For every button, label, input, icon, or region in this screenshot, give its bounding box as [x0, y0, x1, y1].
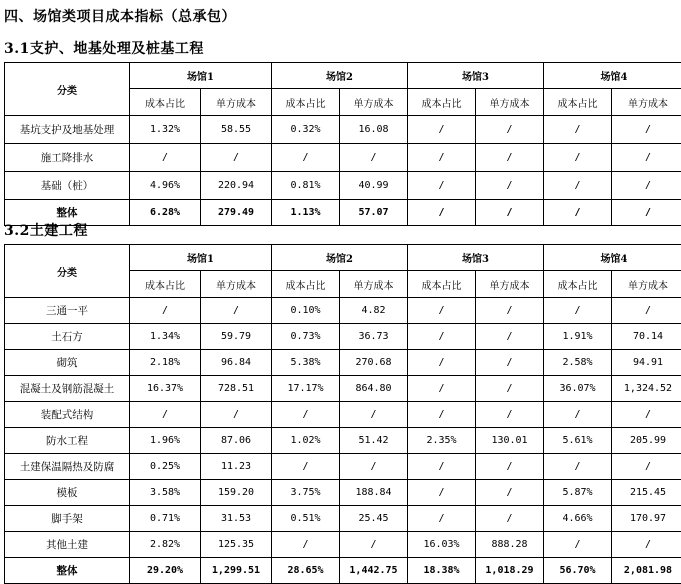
unit-cost-cell: 51.42	[340, 428, 408, 454]
unit-cost-header: 单方成本	[201, 89, 272, 116]
total-cost-ratio: 1.13%	[272, 200, 340, 226]
cost-ratio-cell: 3.58%	[130, 480, 201, 506]
unit-cost-cell: 888.28	[476, 532, 544, 558]
row-category: 防水工程	[5, 428, 130, 454]
unit-cost-cell: 70.14	[612, 324, 681, 350]
cost-ratio-cell: 0.51%	[272, 506, 340, 532]
unit-cost-cell: /	[476, 480, 544, 506]
table-row	[5, 144, 681, 172]
table-total-row	[5, 200, 681, 226]
unit-cost-header: 单方成本	[476, 89, 544, 116]
cost-ratio-cell: 4.66%	[544, 506, 612, 532]
unit-cost-cell: 87.06	[201, 428, 272, 454]
cost-ratio-cell: /	[408, 402, 476, 428]
page-heading: 四、场馆类项目成本指标（总承包）	[4, 6, 236, 26]
cost-ratio-cell: /	[408, 376, 476, 402]
venue-header: 场馆2	[272, 245, 408, 271]
cost-ratio-cell: /	[408, 144, 476, 172]
total-cost-ratio: 28.65%	[272, 558, 340, 584]
cost-ratio-cell: 3.75%	[272, 480, 340, 506]
unit-cost-cell: 270.68	[340, 350, 408, 376]
unit-cost-cell: /	[340, 402, 408, 428]
cost-ratio-header: 成本占比	[130, 89, 201, 116]
table-row	[5, 428, 681, 454]
table-row	[5, 298, 681, 324]
cost-ratio-header: 成本占比	[130, 271, 201, 298]
unit-cost-cell: /	[476, 144, 544, 172]
category-header: 分类	[5, 63, 130, 116]
cost-ratio-cell: 1.91%	[544, 324, 612, 350]
cost-ratio-cell: 17.17%	[272, 376, 340, 402]
row-category: 装配式结构	[5, 402, 130, 428]
unit-cost-cell: 4.82	[340, 298, 408, 324]
unit-cost-cell: /	[612, 454, 681, 480]
table-row	[5, 172, 681, 200]
cost-ratio-header: 成本占比	[408, 89, 476, 116]
unit-cost-header: 单方成本	[340, 271, 408, 298]
cost-ratio-cell: /	[408, 324, 476, 350]
cost-ratio-cell: /	[408, 350, 476, 376]
table-header-row	[5, 63, 681, 89]
cost-ratio-cell: /	[408, 506, 476, 532]
unit-cost-cell: 58.55	[201, 116, 272, 144]
cost-ratio-cell: /	[130, 298, 201, 324]
table-row	[5, 324, 681, 350]
unit-cost-cell: 31.53	[201, 506, 272, 532]
cost-ratio-cell: /	[130, 144, 201, 172]
unit-cost-cell: 1,324.52	[612, 376, 681, 402]
unit-cost-cell: 125.35	[201, 532, 272, 558]
unit-cost-cell: 94.91	[612, 350, 681, 376]
total-unit-cost: 57.07	[340, 200, 408, 226]
cost-ratio-cell: 1.34%	[130, 324, 201, 350]
unit-cost-cell: /	[612, 298, 681, 324]
cost-ratio-cell: 0.73%	[272, 324, 340, 350]
table-total-row	[5, 558, 681, 584]
total-unit-cost: /	[476, 200, 544, 226]
cost-ratio-cell: /	[272, 144, 340, 172]
cost-ratio-cell: /	[544, 116, 612, 144]
cost-ratio-cell: 5.38%	[272, 350, 340, 376]
unit-cost-cell: 215.45	[612, 480, 681, 506]
table-row	[5, 350, 681, 376]
unit-cost-cell: 130.01	[476, 428, 544, 454]
cost-ratio-cell: /	[544, 298, 612, 324]
table-row	[5, 116, 681, 144]
section-1-table	[4, 62, 681, 226]
table-row	[5, 532, 681, 558]
unit-cost-cell: 864.80	[340, 376, 408, 402]
cost-ratio-header: 成本占比	[544, 89, 612, 116]
total-cost-ratio: /	[544, 200, 612, 226]
cost-ratio-cell: /	[544, 144, 612, 172]
unit-cost-cell: /	[612, 172, 681, 200]
cost-ratio-header: 成本占比	[544, 271, 612, 298]
unit-cost-cell: /	[476, 172, 544, 200]
unit-cost-cell: 728.51	[201, 376, 272, 402]
unit-cost-cell: /	[612, 116, 681, 144]
cost-ratio-cell: /	[408, 298, 476, 324]
cost-ratio-cell: 5.87%	[544, 480, 612, 506]
unit-cost-cell: /	[476, 350, 544, 376]
unit-cost-header: 单方成本	[612, 271, 681, 298]
unit-cost-cell: 36.73	[340, 324, 408, 350]
unit-cost-cell: /	[476, 454, 544, 480]
row-category: 砌筑	[5, 350, 130, 376]
venue-header: 场馆1	[130, 245, 272, 271]
cost-ratio-cell: 4.96%	[130, 172, 201, 200]
unit-cost-cell: 159.20	[201, 480, 272, 506]
row-category: 基础（桩）	[5, 172, 130, 200]
unit-cost-cell: 220.94	[201, 172, 272, 200]
cost-ratio-cell: /	[544, 402, 612, 428]
total-unit-cost: /	[612, 200, 681, 226]
unit-cost-cell: /	[476, 376, 544, 402]
unit-cost-cell: /	[340, 144, 408, 172]
unit-cost-cell: 205.99	[612, 428, 681, 454]
unit-cost-cell: 16.08	[340, 116, 408, 144]
cost-ratio-cell: 16.03%	[408, 532, 476, 558]
unit-cost-cell: /	[612, 532, 681, 558]
unit-cost-cell: /	[340, 454, 408, 480]
category-header: 分类	[5, 245, 130, 298]
cost-ratio-cell: /	[408, 454, 476, 480]
cost-ratio-cell: 1.02%	[272, 428, 340, 454]
unit-cost-cell: 96.84	[201, 350, 272, 376]
cost-ratio-cell: /	[272, 532, 340, 558]
total-unit-cost: 1,299.51	[201, 558, 272, 584]
venue-header: 场馆2	[272, 63, 408, 89]
total-unit-cost: 279.49	[201, 200, 272, 226]
cost-ratio-cell: /	[272, 402, 340, 428]
venue-header: 场馆4	[544, 245, 681, 271]
cost-ratio-cell: 1.32%	[130, 116, 201, 144]
cost-ratio-cell: 2.58%	[544, 350, 612, 376]
cost-ratio-cell: 2.35%	[408, 428, 476, 454]
cost-ratio-cell: 0.25%	[130, 454, 201, 480]
cost-ratio-cell: 0.10%	[272, 298, 340, 324]
table-row	[5, 376, 681, 402]
table-row	[5, 480, 681, 506]
unit-cost-cell: /	[340, 532, 408, 558]
cost-ratio-cell: 1.96%	[130, 428, 201, 454]
row-category: 土建保温隔热及防腐	[5, 454, 130, 480]
unit-cost-header: 单方成本	[340, 89, 408, 116]
unit-cost-cell: /	[612, 144, 681, 172]
venue-header: 场馆3	[408, 245, 544, 271]
unit-cost-cell: /	[476, 324, 544, 350]
total-cost-ratio: 56.70%	[544, 558, 612, 584]
venue-header: 场馆3	[408, 63, 544, 89]
cost-ratio-cell: 2.82%	[130, 532, 201, 558]
cost-ratio-cell: /	[408, 172, 476, 200]
total-unit-cost: 1,018.29	[476, 558, 544, 584]
section-2-title: 3.2土建工程	[4, 220, 88, 240]
cost-ratio-cell: 0.32%	[272, 116, 340, 144]
cost-ratio-cell: 16.37%	[130, 376, 201, 402]
total-unit-cost: 2,081.98	[612, 558, 681, 584]
total-cost-ratio: 6.28%	[130, 200, 201, 226]
total-cost-ratio: /	[408, 200, 476, 226]
unit-cost-cell: 59.79	[201, 324, 272, 350]
total-label: 整体	[5, 200, 130, 226]
row-category: 三通一平	[5, 298, 130, 324]
total-unit-cost: 1,442.75	[340, 558, 408, 584]
venue-header: 场馆4	[544, 63, 681, 89]
section-1-title: 3.1支护、地基处理及桩基工程	[4, 38, 204, 58]
unit-cost-cell: /	[201, 144, 272, 172]
cost-ratio-cell: /	[544, 172, 612, 200]
unit-cost-cell: /	[201, 402, 272, 428]
cost-ratio-cell: 0.81%	[272, 172, 340, 200]
venue-header: 场馆1	[130, 63, 272, 89]
table-header-row	[5, 245, 681, 271]
row-category: 施工降排水	[5, 144, 130, 172]
row-category: 脚手架	[5, 506, 130, 532]
unit-cost-cell: 188.84	[340, 480, 408, 506]
unit-cost-cell: 40.99	[340, 172, 408, 200]
table-row	[5, 402, 681, 428]
cost-ratio-cell: /	[130, 402, 201, 428]
table-row	[5, 506, 681, 532]
cost-ratio-header: 成本占比	[272, 271, 340, 298]
unit-cost-header: 单方成本	[201, 271, 272, 298]
total-cost-ratio: 29.20%	[130, 558, 201, 584]
unit-cost-cell: 11.23	[201, 454, 272, 480]
section-2-table	[4, 244, 681, 584]
cost-ratio-cell: /	[408, 116, 476, 144]
unit-cost-cell: /	[612, 402, 681, 428]
cost-ratio-header: 成本占比	[272, 89, 340, 116]
cost-ratio-cell: 5.61%	[544, 428, 612, 454]
total-cost-ratio: 18.38%	[408, 558, 476, 584]
total-label: 整体	[5, 558, 130, 584]
unit-cost-cell: /	[476, 298, 544, 324]
cost-ratio-cell: /	[544, 454, 612, 480]
row-category: 土石方	[5, 324, 130, 350]
unit-cost-header: 单方成本	[476, 271, 544, 298]
table-row	[5, 454, 681, 480]
unit-cost-header: 单方成本	[612, 89, 681, 116]
unit-cost-cell: 25.45	[340, 506, 408, 532]
row-category: 模板	[5, 480, 130, 506]
unit-cost-cell: 170.97	[612, 506, 681, 532]
cost-ratio-cell: /	[408, 480, 476, 506]
row-category: 混凝土及钢筋混凝土	[5, 376, 130, 402]
unit-cost-cell: /	[476, 116, 544, 144]
unit-cost-cell: /	[476, 506, 544, 532]
unit-cost-cell: /	[201, 298, 272, 324]
cost-ratio-cell: 36.07%	[544, 376, 612, 402]
cost-ratio-header: 成本占比	[408, 271, 476, 298]
row-category: 其他土建	[5, 532, 130, 558]
cost-ratio-cell: 0.71%	[130, 506, 201, 532]
row-category: 基坑支护及地基处理	[5, 116, 130, 144]
cost-ratio-cell: 2.18%	[130, 350, 201, 376]
cost-ratio-cell: /	[544, 532, 612, 558]
unit-cost-cell: /	[476, 402, 544, 428]
cost-ratio-cell: /	[272, 454, 340, 480]
